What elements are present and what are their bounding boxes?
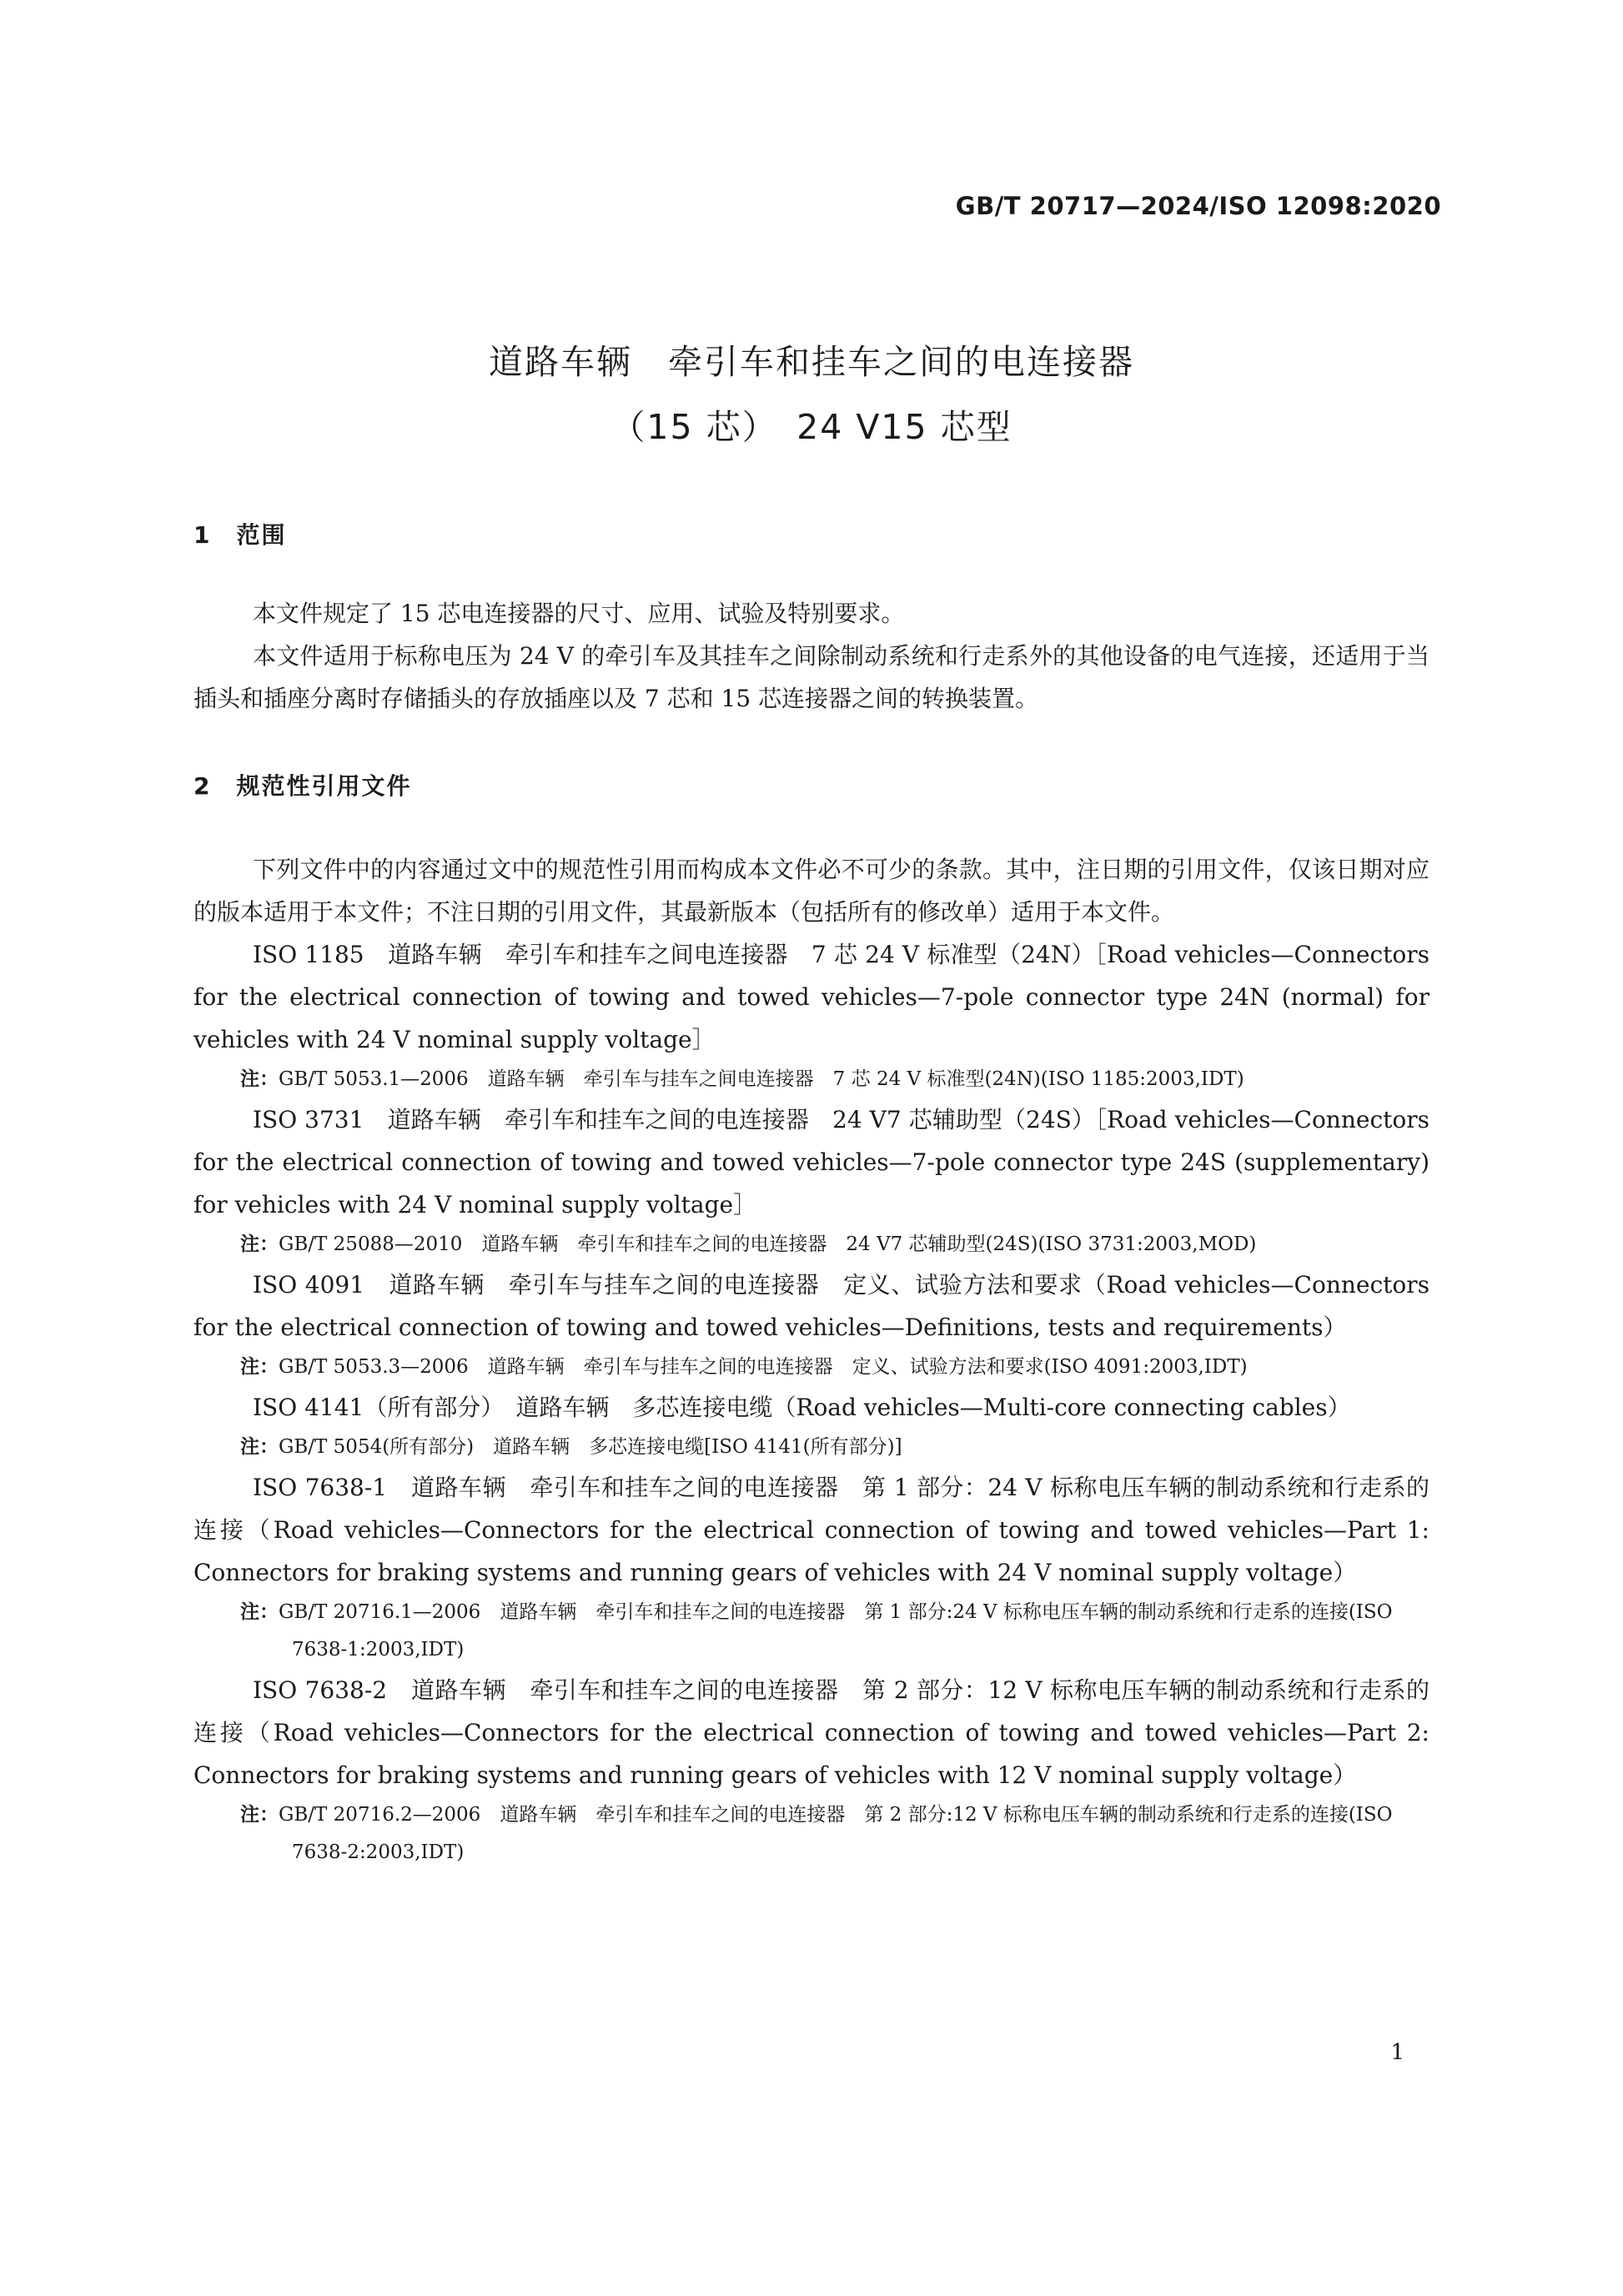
note-iso-1185 (193, 1061, 1430, 1098)
note-iso-4091 (193, 1349, 1430, 1386)
note-text: GB/T 25088—2010 道路车辆 牵引车和挂车之间的电连接器 24 V7 芯辅助型(24S)(ISO 3731:2003,MOD) (279, 1233, 1257, 1255)
note-text: GB/T 20716.2—2006 道路车辆 牵引车和挂车之间的电连接器 第 2 部分:12 V 标称电压车辆的制动系统和行走系的连接(ISO 7638-2:2003,IDT) (279, 1804, 1393, 1863)
reference-iso-7638-1: ISO 7638-1 道路车辆 牵引车和挂车之间的电连接器 第 1 部分：24 V 标称电压车辆的制动系统和行走系的连接（Road vehicles—Connectors for the electrical connection of towing and towed vehicles—Part 1: Connectors for braking systems and running gears of vehicles with 24 V nominal supply voltage） (193, 1474, 1430, 1586)
note-label: 注： (240, 1233, 279, 1255)
note-label: 注： (240, 1436, 279, 1458)
note-text: GB/T 5053.1—2006 道路车辆 牵引车与挂车之间电连接器 7 芯 24 V 标准型(24N)(ISO 1185:2003,IDT) (279, 1068, 1244, 1090)
title-line-1: 道路车辆 牵引车和挂车之间的电连接器 (489, 342, 1134, 382)
page-number: 1 (1390, 2040, 1404, 2065)
note-iso-7638-1 (193, 1594, 1430, 1669)
document-body (193, 517, 1430, 1871)
note-text: GB/T 20716.1—2006 道路车辆 牵引车和挂车之间的电连接器 第 1 部分:24 V 标称电压车辆的制动系统和行走系的连接(ISO 7638-1:2003,IDT) (279, 1601, 1393, 1660)
standard-code: GB/T 20717—2024/ISO 12098:2020 (955, 192, 1441, 220)
reference-iso-4091: ISO 4091 道路车辆 牵引车与挂车之间的电连接器 定义、试验方法和要求（Road vehicles—Connectors for the electrical connection of towing and towed vehicles—Definitions, tests and requirements） (193, 1271, 1430, 1341)
references-intro: 下列文件中的内容通过文中的规范性引用而构成本文件必不可少的条款。其中，注日期的引用文件，仅该日期对应的版本适用于本文件；不注日期的引用文件，其最新版本（包括所有的修改单）适用于本文件。 (193, 856, 1430, 926)
title-line-2: （15 芯） 24 V15 芯型 (611, 407, 1012, 447)
note-iso-3731 (193, 1226, 1430, 1264)
document-title (0, 329, 1623, 460)
reference-iso-3731: ISO 3731 道路车辆 牵引车和挂车之间的电连接器 24 V7 芯辅助型（24S）［Road vehicles—Connectors for the electrical connection of towing and towed vehicles—7-pole connector type 24S (supplementary) for vehicles with 24 V nominal supply voltage］ (193, 1106, 1430, 1218)
note-label: 注： (240, 1356, 279, 1378)
note-text: GB/T 5053.3—2006 道路车辆 牵引车与挂车之间的电连接器 定义、试验方法和要求(ISO 4091:2003,IDT) (279, 1356, 1248, 1378)
section-heading-normative-references: 2 规范性引用文件 (193, 772, 412, 800)
note-iso-7638-2 (193, 1796, 1430, 1871)
note-label: 注： (240, 1601, 279, 1623)
note-text: GB/T 5054(所有部分) 道路车辆 多芯连接电缆[ISO 4141(所有部分)] (279, 1436, 902, 1458)
scope-paragraph-2: 本文件适用于标称电压为 24 V 的牵引车及其挂车之间除制动系统和行走系外的其他设备的电气连接，还适用于当插头和插座分离时存储插头的存放插座以及 7 芯和 15 芯连接器之间的转换装置。 (193, 642, 1430, 712)
note-label: 注： (240, 1068, 279, 1090)
section-heading-scope: 1 范围 (193, 521, 287, 549)
reference-iso-7638-2: ISO 7638-2 道路车辆 牵引车和挂车之间的电连接器 第 2 部分：12 V 标称电压车辆的制动系统和行走系的连接（Road vehicles—Connectors for the electrical connection of towing and towed vehicles—Part 2: Connectors for braking systems and running gears of vehicles with 12 V nominal supply voltage） (193, 1676, 1430, 1789)
reference-iso-1185: ISO 1185 道路车辆 牵引车和挂车之间电连接器 7 芯 24 V 标准型（24N）［Road vehicles—Connectors for the electrical connection of towing and towed vehicles—7-pole connector type 24N (normal) for vehicles with 24 V nominal supply voltage］ (193, 941, 1430, 1053)
note-label: 注： (240, 1804, 279, 1826)
note-iso-4141 (193, 1429, 1430, 1466)
scope-paragraph-1: 本文件规定了 15 芯电连接器的尺寸、应用、试验及特别要求。 (253, 600, 905, 627)
reference-iso-4141: ISO 4141（所有部分） 道路车辆 多芯连接电缆（Road vehicles—Multi-core connecting cables） (253, 1394, 1351, 1421)
